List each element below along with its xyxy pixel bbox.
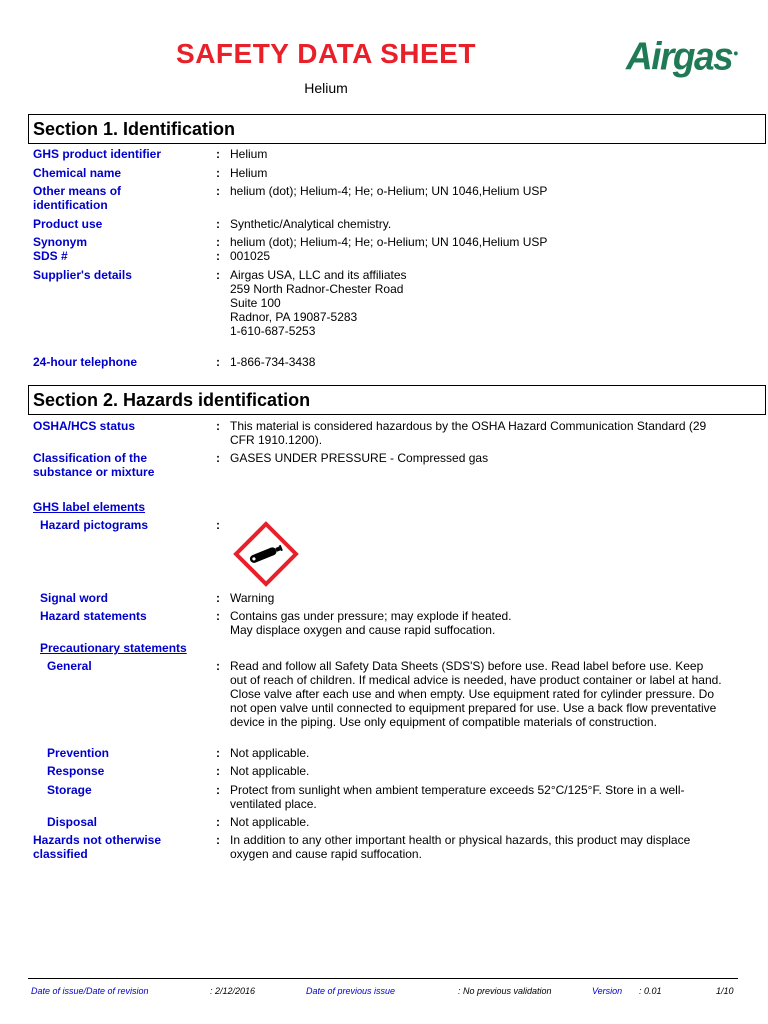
label-other-means-of-identification: Other means of identification (33, 184, 122, 212)
section-1-heading: Section 1. Identification (28, 114, 766, 144)
label-suppliers-details: Supplier's details (33, 268, 132, 282)
colon: : (216, 184, 220, 198)
supplier-line: Airgas USA, LLC and its affiliates (230, 268, 407, 282)
value-osha-hcs-status: This material is considered hazardous by the OSHA Hazard Communication Standard (29 CFR 1910.1200). (230, 419, 707, 447)
label-hazard-pictograms: Hazard pictograms (40, 518, 149, 532)
colon: : (216, 591, 220, 605)
label-classification: Classification of the substance or mixture (33, 451, 155, 479)
footer-issue-value: : 2/12/2016 (210, 986, 256, 996)
colon: : (216, 659, 220, 673)
colon: : (216, 764, 220, 778)
label-prevention: Prevention (47, 746, 110, 760)
label-product-use: Product use (33, 217, 103, 231)
colon: : (216, 147, 220, 161)
page-footer (28, 978, 738, 1003)
value-hazards-not-otherwise-classified: In addition to any other important health or physical hazards, this product may displace oxygen and cause rapid suffocation. (230, 833, 691, 861)
value-suppliers-details (230, 268, 730, 338)
footer-previous-value: : No previous validation (458, 986, 552, 996)
colon: : (216, 249, 220, 263)
logo-text: Airgas (626, 34, 733, 78)
label-hazard-statements: Hazard statements (40, 609, 147, 623)
airgas-logo (626, 35, 737, 79)
label-signal-word: Signal word (40, 591, 109, 605)
colon: : (216, 235, 220, 249)
label-osha-hcs-status: OSHA/HCS status (33, 419, 136, 433)
value-ghs-product-identifier: Helium (230, 147, 268, 161)
label-24-hour-telephone: 24-hour telephone (33, 355, 138, 369)
hazard-statement-line: May displace oxygen and cause rapid suffocation. (230, 623, 496, 637)
value-response: Not applicable. (230, 764, 310, 778)
label-ghs-product-identifier: GHS product identifier (33, 147, 162, 161)
colon: : (216, 355, 220, 369)
supplier-line: 1-610-687-5253 (230, 324, 316, 338)
trademark-dot-icon: ● (733, 47, 738, 58)
value-sds-number: 001025 (230, 249, 271, 263)
value-general: Read and follow all Safety Data Sheets (SDS'S) before use. Read label before use. Keep out of reach of children. If medical advice is needed, have product container or label at hand. Close valve after each use and when empty. Use equipment rated for cylinder pressure. Do not open valve until connected to equipment prepared for use. Use a back flow preventative device in the piping. Use only equipment of compatible materials of construction. (230, 659, 722, 729)
footer-previous-label: Date of previous issue (306, 986, 396, 996)
value-product-use: Synthetic/Analytical chemistry. (230, 217, 392, 231)
value-24-hour-telephone: 1-866-734-3438 (230, 355, 316, 369)
value-classification: GASES UNDER PRESSURE - Compressed gas (230, 451, 489, 465)
document-title: SAFETY DATA SHEET (176, 38, 476, 69)
colon: : (216, 166, 220, 180)
value-storage: Protect from sunlight when ambient temperature exceeds 52°C/125°F. Store in a well-ventilated place. (230, 783, 685, 811)
gas-cylinder-icon (233, 521, 299, 587)
colon: : (216, 451, 220, 465)
hazard-statement-line: Contains gas under pressure; may explode if heated. (230, 609, 512, 623)
value-prevention: Not applicable. (230, 746, 310, 760)
supplier-line: Radnor, PA 19087-5283 (230, 310, 358, 324)
label-chemical-name: Chemical name (33, 166, 122, 180)
footer-issue-label: Date of issue/Date of revision (31, 986, 149, 996)
precautionary-statements-heading: Precautionary statements (40, 641, 187, 655)
label-disposal: Disposal (47, 815, 98, 829)
colon: : (216, 746, 220, 760)
label-synonym: Synonym (33, 235, 88, 249)
value-synonym: helium (dot); Helium-4; He; o-Helium; UN 1046,Helium USP (230, 235, 548, 249)
label-hazards-not-otherwise-classified: Hazards not otherwise classified (33, 833, 162, 861)
colon: : (216, 217, 220, 231)
colon: : (216, 419, 220, 433)
product-subtitle: Helium (304, 80, 348, 96)
label-storage: Storage (47, 783, 92, 797)
value-disposal: Not applicable. (230, 815, 310, 829)
colon: : (216, 609, 220, 623)
colon: : (216, 783, 220, 797)
colon: : (216, 518, 220, 532)
ghs-label-elements-heading: GHS label elements (33, 500, 146, 514)
label-response: Response (47, 764, 105, 778)
colon: : (216, 268, 220, 282)
value-chemical-name: Helium (230, 166, 268, 180)
colon: : (216, 815, 220, 829)
footer-version-value: : 0.01 (639, 986, 662, 996)
value-hazard-statements (230, 609, 730, 637)
supplier-line: 259 North Radnor-Chester Road (230, 282, 404, 296)
colon: : (216, 833, 220, 847)
label-sds-number: SDS # (33, 249, 68, 263)
value-signal-word: Warning (230, 591, 275, 605)
label-general: General (47, 659, 92, 673)
supplier-line: Suite 100 (230, 296, 281, 310)
footer-page-number: 1/10 (716, 986, 734, 996)
footer-version-label: Version (592, 986, 623, 996)
value-other-means-of-identification: helium (dot); Helium-4; He; o-Helium; UN 1046,Helium USP (230, 184, 548, 198)
section-2-heading: Section 2. Hazards identification (28, 385, 766, 415)
